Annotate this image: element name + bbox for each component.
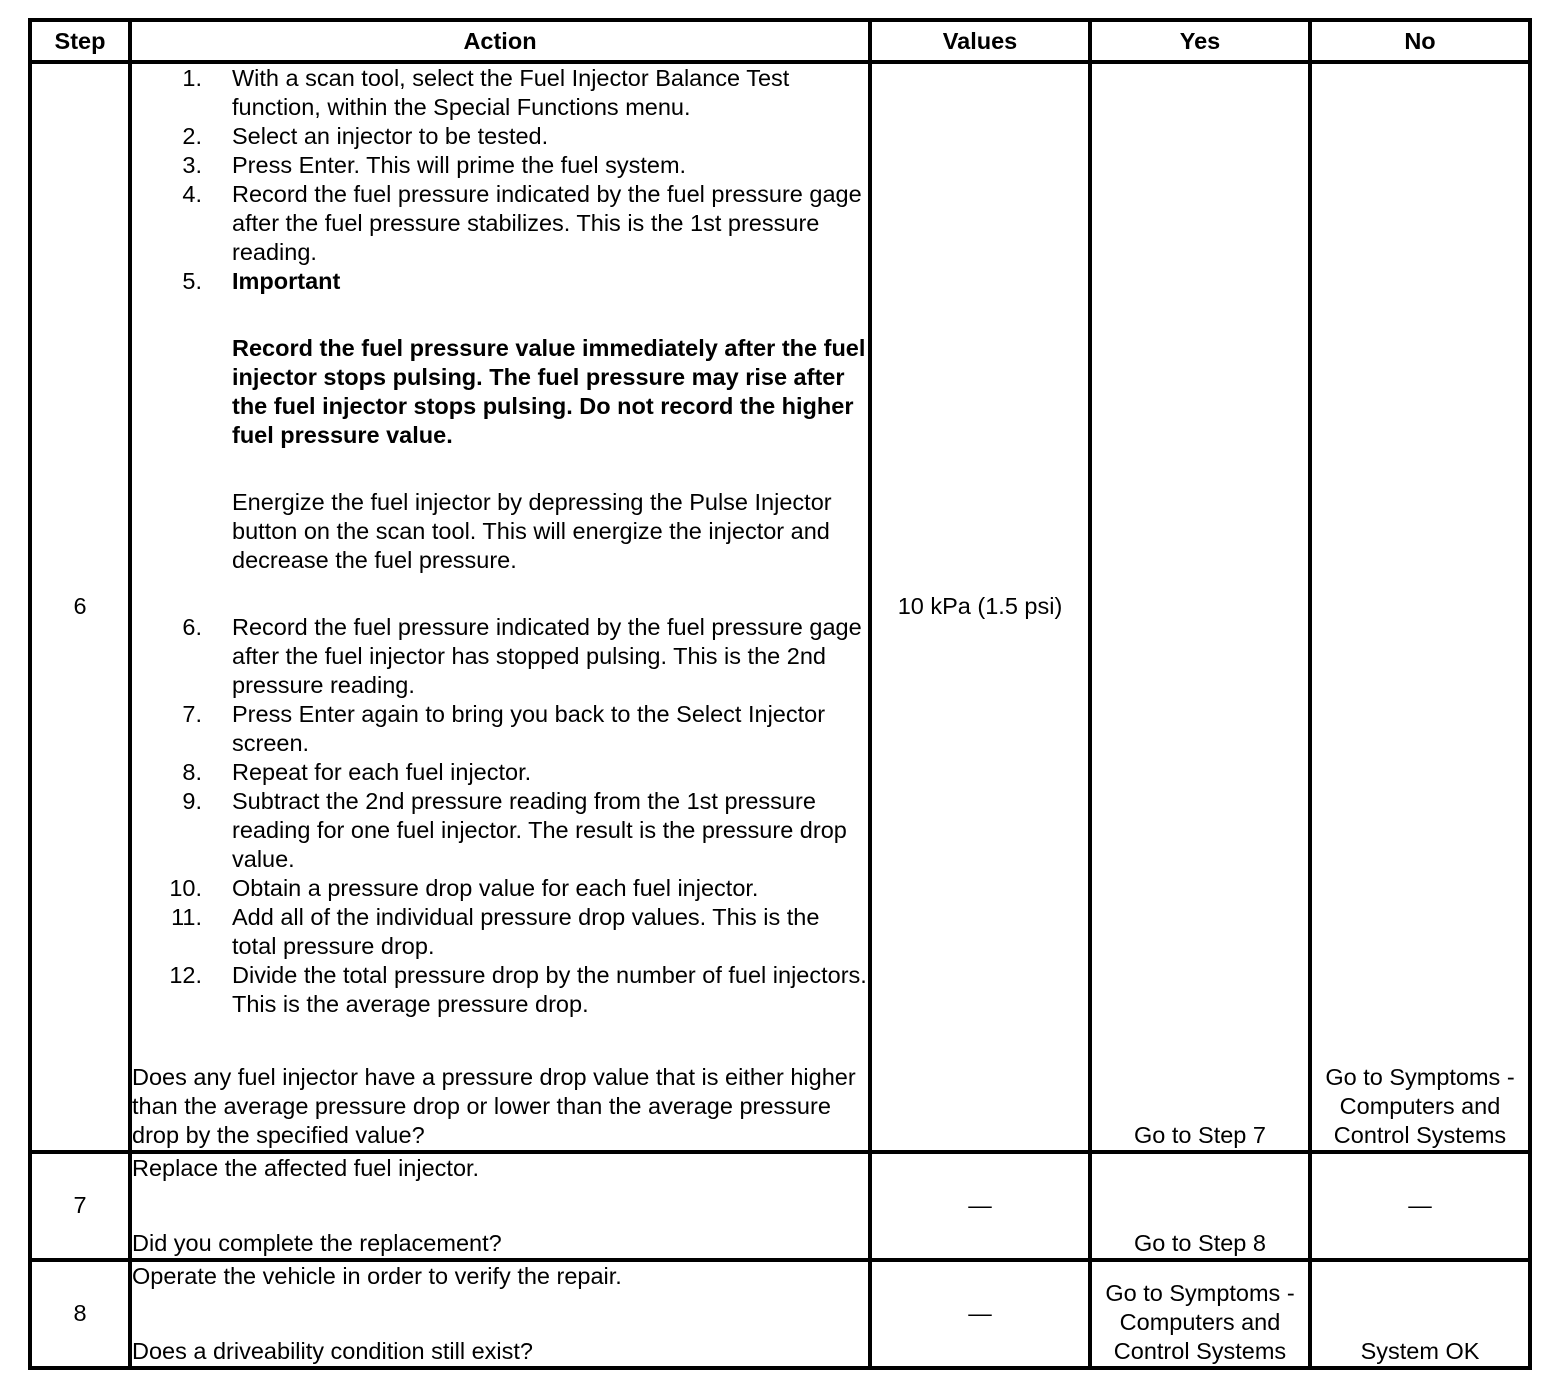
list-item: 10. Obtain a pressure drop value for each fuel injector. <box>169 875 759 901</box>
step-number: 7 <box>30 1152 130 1260</box>
list-item: 12. Divide the total pressure drop by the number of fuel injectors. This is the average pressure drop. <box>169 962 867 1017</box>
yes-cell: Go to Step 8 <box>1090 1152 1310 1260</box>
list-item: 7. Press Enter again to bring you back to the Select Injector screen. <box>182 701 826 756</box>
list-item: 5. Important Record the fuel pressure value immediately after the fuel injector stops pulsing. The fuel pressure may rise after the fuel injector stops pulsing. Do not record the higher fuel pressure value. Energize the fuel injector by depressing the Pulse Injector button on the scan tool. This will energize the injector and decrease the fuel pressure. <box>132 267 868 613</box>
no-cell: Go to Symptoms - Computers and Control Systems <box>1310 62 1530 1152</box>
list-item: 1. With a scan tool, select the Fuel Injector Balance Test function, within the Special Functions menu. <box>182 65 790 120</box>
question-text: Does any fuel injector have a pressure drop value that is either higher than the average pressure drop or lower than the average pressure drop by the specified value? <box>132 1063 856 1148</box>
substep-list <box>132 64 868 1019</box>
list-item: 9. Subtract the 2nd pressure reading from the 1st pressure reading for one fuel injector. The result is the pressure drop value. <box>182 788 847 872</box>
values-cell: — <box>870 1260 1090 1368</box>
question-text: Did you complete the replacement? <box>132 1229 502 1256</box>
header-action: Action <box>130 20 870 62</box>
header-row <box>30 20 1530 62</box>
list-item: 4. Record the fuel pressure indicated by the fuel pressure gage after the fuel pressure stabilizes. This is the 1st pressure reading. <box>182 181 862 265</box>
step-number: 6 <box>30 62 130 1152</box>
list-item: 6. Record the fuel pressure indicated by the fuel pressure gage after the fuel injector has stopped pulsing. This is the 2nd pressure reading. <box>182 614 862 698</box>
yes-cell: Go to Symptoms - Computers and Control Systems <box>1090 1260 1310 1368</box>
list-item: 11. Add all of the individual pressure drop values. This is the total pressure drop. <box>171 904 820 959</box>
yes-cell: Go to Step 7 <box>1090 62 1310 1152</box>
action-text: Replace the affected fuel injector. <box>132 1154 480 1181</box>
important-label: Important <box>232 268 341 294</box>
table-row-step-6 <box>30 62 1530 1152</box>
table-row-step-8 <box>30 1260 1530 1368</box>
header-values: Values <box>870 20 1090 62</box>
diagnostic-table <box>28 18 1532 1370</box>
energize-text: Energize the fuel injector by depressing the Pulse Injector button on the scan tool. This will energize the injector and decrease the fuel pressure. <box>232 489 832 573</box>
action-cell <box>130 1152 870 1260</box>
action-cell <box>130 62 870 1152</box>
list-item: 2. Select an injector to be tested. <box>182 123 549 149</box>
header-step: Step <box>30 20 130 62</box>
action-text: Operate the vehicle in order to verify the repair. <box>132 1262 622 1289</box>
list-item: 3. Press Enter. This will prime the fuel system. <box>182 152 687 178</box>
list-item: 8. Repeat for each fuel injector. <box>182 759 532 785</box>
values-cell: — <box>870 1152 1090 1260</box>
action-cell <box>130 1260 870 1368</box>
no-cell: — <box>1310 1152 1530 1260</box>
important-note: Record the fuel pressure value immediately after the fuel injector stops pulsing. The fuel pressure may rise after the fuel injector stops pulsing. Do not record the higher fuel pressure value. <box>232 335 866 448</box>
header-no: No <box>1310 20 1530 62</box>
header-yes: Yes <box>1090 20 1310 62</box>
step-number: 8 <box>30 1260 130 1368</box>
no-cell: System OK <box>1310 1260 1530 1368</box>
values-cell: 10 kPa (1.5 psi) <box>870 62 1090 1152</box>
question-text: Does a driveability condition still exist? <box>132 1338 533 1364</box>
table-row-step-7 <box>30 1152 1530 1260</box>
